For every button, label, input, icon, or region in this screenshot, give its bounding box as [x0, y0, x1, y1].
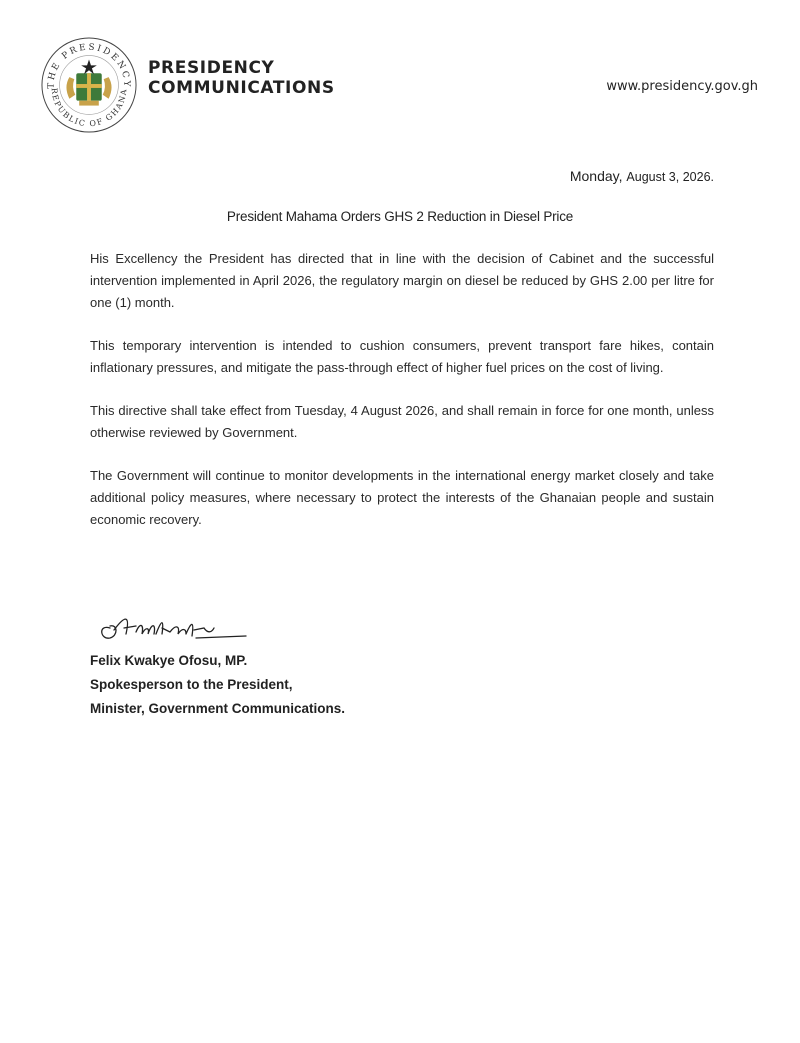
paragraph: This directive shall take effect from Tuesday, 4 August 2026, and shall remain in force for one month, unless otherwise reviewed by Government. — [90, 403, 714, 440]
website-link[interactable]: www.presidency.gov.gh — [606, 79, 758, 94]
letterhead — [0, 0, 800, 140]
paragraph: His Excellency the President has directed that in line with the decision of Cabinet and the successful intervention implemented in April 2026, the regulatory margin on diesel be reduced by GHS 2.00 per litre for one (1) month. — [90, 251, 714, 310]
signatory-name: Felix Kwakye Ofosu, MP. — [90, 653, 248, 668]
signatory-office: Minister, Government Communications. — [90, 701, 346, 716]
seal-text-bottom: REPUBLIC OF GHANA — [49, 87, 129, 129]
signatory-role: Spokesperson to the President, — [90, 677, 293, 692]
date-rest: August 3, 2026. — [626, 170, 714, 184]
brand-line-1: PRESIDENCY — [148, 58, 275, 78]
date-day: Monday, — [569, 168, 623, 184]
release-date — [570, 168, 714, 184]
presidency-seal-logo — [40, 36, 138, 134]
brand-name — [148, 58, 335, 98]
release-body — [90, 248, 714, 552]
brand-line-2: COMMUNICATIONS — [148, 78, 335, 98]
release-title: President Mahama Orders GHS 2 Reduction in Diesel Price — [226, 209, 574, 224]
signatory-block — [90, 649, 345, 721]
seal-text-top: THE PRESIDENCY — [46, 42, 132, 89]
paragraph: This temporary intervention is intended to cushion consumers, prevent transport fare hikes, contain inflationary pressures, and mitigate the pass-through effect of higher fuel prices on the cost of living. — [90, 338, 714, 375]
coat-of-arms-icon — [66, 60, 111, 106]
paragraph: The Government will continue to monitor developments in the international energy market closely and take additional policy measures, where necessary to protect the interests of the Ghanaian people and sustain economic recovery. — [90, 468, 714, 527]
handwritten-signature — [96, 606, 248, 646]
